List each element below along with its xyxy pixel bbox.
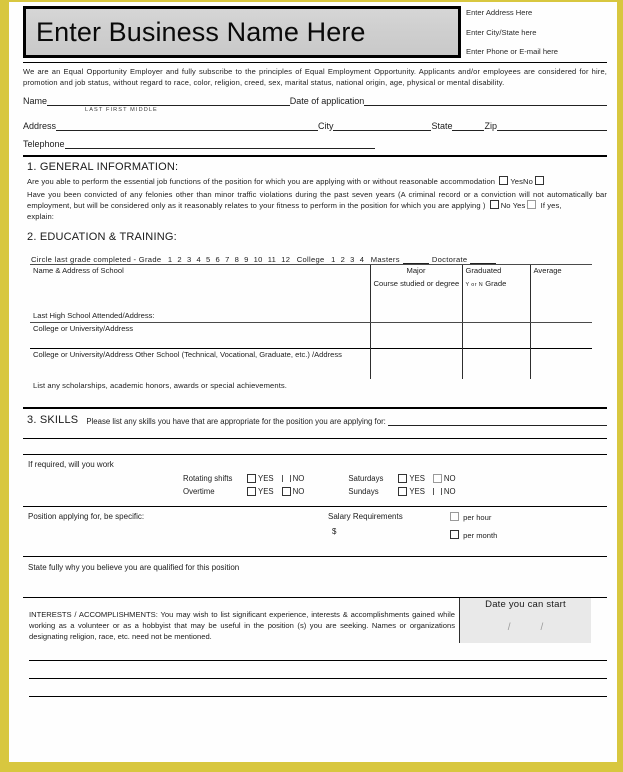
overtime-yes-label: YES (258, 486, 274, 496)
date-separator-2: / (540, 621, 544, 633)
qualified-divider (23, 556, 607, 557)
grade-option-3[interactable]: 3 (186, 255, 192, 265)
general-section-title: 1. GENERAL INFORMATION: (27, 161, 179, 174)
date-you-can-start-box[interactable] (459, 598, 591, 643)
rotating-shifts-no-checkbox[interactable] (282, 475, 291, 482)
blank-average-cell[interactable] (530, 290, 592, 310)
overtime-yes-checkbox[interactable] (247, 487, 256, 496)
date-input-separators[interactable] (460, 622, 591, 633)
zip-input[interactable] (497, 120, 607, 131)
q2-yes-label: Yes (512, 201, 526, 211)
address-row (23, 120, 607, 131)
interests-block (29, 598, 607, 643)
skills-section-row (27, 414, 607, 426)
q2-tail-text: If yes, (540, 201, 562, 211)
rotating-shifts-yes-label: YES (258, 473, 274, 483)
col-header-school: Name & Address of School (30, 265, 370, 278)
grade-option-1[interactable]: 1 (167, 255, 173, 265)
sundays-no-label: NO (443, 486, 456, 496)
graduated-grade-label: Grade (485, 278, 507, 288)
grade-option-1[interactable]: 1 (331, 255, 336, 265)
date-of-application-label: Date of application (289, 96, 365, 107)
rotating-shifts-row (183, 474, 304, 483)
grade-option-11[interactable]: 11 (267, 255, 277, 265)
saturdays-no-checkbox[interactable] (433, 474, 442, 483)
availability-prompt: If required, will you work (28, 459, 114, 469)
saturdays-yes-label: YES (409, 473, 425, 483)
bottom-line-2[interactable] (29, 678, 607, 679)
q2-no-label: No (500, 201, 511, 211)
education-table (30, 264, 592, 378)
sundays-label: Sundays (348, 486, 379, 496)
bottom-line-3[interactable] (29, 696, 607, 697)
rotating-shifts-no-label: NO (292, 473, 305, 483)
salary-block (328, 512, 448, 548)
college-1-average-cell[interactable] (530, 323, 592, 349)
availability-col-right (348, 474, 455, 496)
saturdays-label: Saturdays (348, 473, 384, 483)
grade-option-8[interactable]: 8 (234, 255, 240, 265)
availability-grid (183, 474, 607, 496)
general-section-divider (23, 155, 607, 157)
col-subheader-major: Course studied or degree (370, 278, 462, 290)
telephone-row (23, 138, 607, 149)
grade-option-6[interactable]: 6 (215, 255, 221, 265)
doctorate-input[interactable] (470, 255, 496, 264)
doctorate-label: Doctorate (431, 255, 468, 265)
overtime-no-label: NO (292, 486, 305, 496)
rotating-shifts-label: Rotating shifts (183, 473, 233, 483)
interests-text-column (29, 598, 459, 643)
general-q2-text: Have you been convicted of any felonies other than minor traffic violations during the past seven years (A criminal record or a conviction will not automatically bar employment, but will be considered only as it reasonably relates to your fitness to perform in the position for which you are applying ) (27, 190, 607, 211)
availability-divider (23, 454, 607, 455)
saturdays-yes-checkbox[interactable] (398, 474, 407, 483)
general-explain-label: explain: (27, 212, 54, 222)
form-header (23, 6, 607, 58)
skills-prompt: Please list any skills you have that are appropriate for the position you are applying for: (86, 416, 386, 426)
col-header-graduated-line1: Graduated (465, 266, 502, 276)
grade-option-3[interactable]: 3 (350, 255, 355, 265)
masters-input[interactable] (403, 255, 429, 264)
per-month-checkbox[interactable] (450, 530, 459, 539)
contact-address-line[interactable]: Enter Address Here (466, 8, 533, 17)
q1-no-checkbox[interactable] (535, 176, 544, 185)
scholarships-label: List any scholarships, academic honors, awards or special achievements. (33, 380, 288, 390)
q2-no-checkbox[interactable] (490, 200, 499, 209)
telephone-label: Telephone (23, 139, 65, 150)
form-sheet (9, 2, 617, 762)
eeo-statement: We are an Equal Opportunity Employer and fully subscribe to the principles of Equal Employment Opportunity. Applicants and/or employees are considered for hire, promotion and job status, without regard to race, color, religion, creed, sex, marital status, national origin, age, physical or mental disability. (23, 67, 607, 87)
name-row (23, 95, 607, 106)
date-separator-1: / (507, 621, 511, 633)
interests-text: INTERESTS / ACCOMPLISHMENTS: You may wish to list significant experience, interests & accomplishments gained while working as a volunteer or as a hobbyist that may be useful in the position (s) you are seeking. Names or organizations designating religion, race, etc. need not be mentioned. (29, 609, 455, 642)
address-label: Address (23, 121, 57, 132)
state-label: State (431, 121, 453, 132)
name-label: Name (23, 96, 48, 107)
skills-line-2 (23, 438, 607, 439)
education-blank-row (30, 290, 592, 310)
general-q1-text: Are you able to perform the essential job functions of the position for which you are applying with or without reasonable accommodation (27, 177, 496, 187)
row-label-other-school: College or University/Address Other School (Technical, Vocational, Graduate, etc.) /Address (30, 349, 370, 379)
telephone-input[interactable] (65, 138, 375, 149)
contact-phone-email-line[interactable]: Enter Phone or E-mail here (466, 47, 559, 57)
sundays-no-checkbox[interactable] (433, 488, 442, 495)
business-name-placeholder: Enter Business Name Here (36, 16, 366, 47)
zip-label: Zip (484, 121, 497, 132)
date-you-can-start-label: Date you can start (485, 598, 566, 610)
row-label-college-1: College or University/Address (33, 324, 134, 334)
sundays-yes-checkbox[interactable] (398, 487, 407, 496)
col-header-major (370, 265, 462, 278)
availability-col-left (183, 474, 304, 496)
blank-major-cell[interactable] (370, 290, 462, 310)
address-input[interactable] (56, 120, 318, 131)
position-applying-block[interactable] (28, 512, 328, 548)
grade-option-12[interactable]: 12 (281, 255, 291, 265)
contact-city-state-line[interactable]: Enter City/State here (466, 27, 537, 37)
grade-prefix-label: Circle last grade completed - Grade (31, 255, 162, 265)
education-row-college-other[interactable] (30, 349, 592, 379)
sundays-yes-label: YES (409, 486, 425, 496)
pay-period-block (448, 512, 578, 548)
grade-option-2[interactable]: 2 (340, 255, 346, 265)
state-input[interactable] (452, 120, 484, 131)
general-question-1 (27, 176, 607, 187)
grade-number-list[interactable] (165, 255, 292, 264)
grade-option-9[interactable]: 9 (244, 255, 249, 265)
subheader-spacer (30, 278, 370, 290)
q2-yes-checkbox[interactable] (527, 200, 536, 209)
general-question-2 (27, 189, 607, 211)
position-applying-label: Position applying for, be specific: (28, 511, 145, 521)
salary-currency-symbol[interactable]: $ (332, 526, 337, 536)
skills-section-title: 3. SKILLS (27, 413, 79, 426)
masters-label: Masters (370, 255, 400, 265)
grade-option-2[interactable]: 2 (177, 255, 182, 265)
date-of-application-input[interactable] (364, 95, 607, 106)
high-school-graduated-cell[interactable] (462, 310, 530, 323)
salary-requirements-label: Salary Requirements (328, 511, 403, 521)
col-header-major-line1: Major (406, 266, 426, 276)
education-section-title: 2. EDUCATION & TRAINING: (27, 231, 177, 244)
college-year-list[interactable] (329, 255, 367, 264)
sundays-row (348, 487, 455, 496)
q1-no-label: No (523, 177, 533, 187)
rotating-shifts-yes-checkbox[interactable] (247, 474, 256, 483)
education-row-college-1[interactable] (30, 323, 592, 349)
saturdays-row (348, 474, 455, 483)
education-table-subheader-row (30, 278, 592, 290)
city-label: City (317, 121, 334, 132)
college-label: College (296, 255, 325, 265)
header-divider (23, 62, 607, 63)
blank-graduated-cell[interactable] (462, 290, 530, 310)
education-table-header-row (30, 265, 592, 278)
q1-yes-checkbox[interactable] (499, 176, 508, 185)
business-contact-block (461, 6, 607, 56)
per-hour-row (448, 512, 578, 522)
college-1-graduated-cell[interactable] (462, 323, 530, 349)
per-month-label: per month (463, 530, 498, 540)
grade-option-10[interactable]: 10 (253, 255, 263, 265)
other-school-graduated-cell[interactable] (462, 349, 530, 379)
skills-input[interactable] (388, 415, 607, 426)
grade-option-4[interactable]: 4 (196, 255, 201, 265)
bottom-line-1[interactable] (29, 660, 607, 661)
high-school-average-cell[interactable] (530, 310, 592, 323)
business-name-field[interactable] (23, 6, 461, 58)
name-input[interactable] (47, 95, 290, 106)
college-1-major-cell[interactable] (370, 323, 462, 349)
position-divider (23, 506, 607, 507)
other-school-major-cell[interactable] (370, 349, 462, 379)
per-month-row (448, 530, 578, 540)
per-hour-checkbox[interactable] (450, 512, 459, 521)
col-header-average: Average (530, 265, 592, 278)
name-order-hint: LAST FIRST MIDDLE (85, 107, 158, 114)
col-subheader-graduated (462, 278, 530, 290)
position-row (28, 512, 607, 548)
grade-option-7[interactable]: 7 (225, 255, 230, 265)
overtime-row (183, 487, 304, 496)
qualified-label: State fully why you believe you are qualified for this position (28, 562, 240, 572)
grade-option-4[interactable]: 4 (359, 255, 365, 265)
q1-yes-label: Yes (510, 177, 524, 187)
city-input[interactable] (333, 120, 431, 131)
overtime-label: Overtime (183, 486, 215, 496)
grade-option-5[interactable]: 5 (206, 255, 211, 265)
education-row-highschool[interactable] (30, 310, 592, 323)
other-school-average-cell[interactable] (530, 349, 592, 379)
bottom-write-in-lines (29, 660, 607, 697)
saturdays-no-label: NO (443, 473, 456, 483)
graduated-yn-hint: Y or N (465, 281, 484, 288)
overtime-no-checkbox[interactable] (282, 487, 291, 496)
row-label-high-school: Last High School Attended/Address: (30, 310, 370, 323)
per-hour-label: per hour (463, 512, 492, 522)
high-school-major-cell[interactable] (370, 310, 462, 323)
col-header-graduated (462, 265, 530, 278)
skills-section-divider (23, 407, 607, 409)
grade-completed-row[interactable] (31, 255, 607, 264)
blank-school-cell[interactable] (30, 290, 370, 310)
average-spacer (530, 278, 592, 290)
